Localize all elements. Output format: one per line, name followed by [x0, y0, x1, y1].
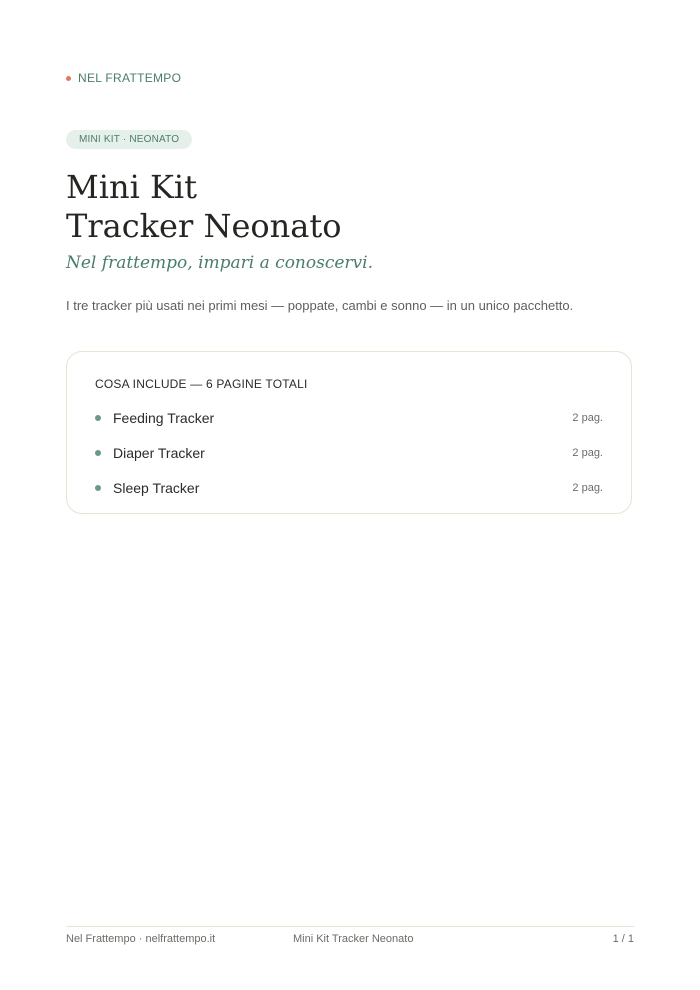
page-subtitle: Nel frattempo, impari a conoscervi. — [66, 253, 373, 273]
footer-divider — [66, 926, 634, 927]
kit-badge: MINI KIT · NEONATO — [66, 130, 192, 149]
title-line-1: Mini Kit — [66, 168, 198, 206]
include-item-pages: 2 pag. — [572, 412, 603, 424]
brand-dot-icon — [66, 76, 71, 81]
include-item-sleep — [95, 478, 603, 498]
bullet-dot-icon — [95, 450, 101, 456]
include-item-name: Sleep Tracker — [113, 480, 200, 496]
page-description: I tre tracker più usati nei primi mesi — poppate, cambi e sonno — in un unico pacchetto. — [66, 298, 574, 313]
include-item-name: Diaper Tracker — [113, 445, 205, 461]
footer-page-number: 1 / 1 — [612, 933, 634, 945]
include-item-feeding — [95, 408, 603, 428]
brand-name: NEL FRATTEMPO — [78, 71, 182, 85]
footer-document-title: Mini Kit Tracker Neonato — [293, 933, 414, 945]
include-item-pages: 2 pag. — [572, 482, 603, 494]
page-title — [66, 168, 341, 246]
includes-card — [66, 351, 632, 514]
footer-brand: Nel Frattempo · nelfrattempo.it — [66, 933, 216, 945]
brand — [66, 71, 181, 85]
includes-heading: COSA INCLUDE — 6 PAGINE TOTALI — [95, 377, 308, 391]
title-line-2: Tracker Neonato — [66, 207, 342, 245]
include-item-diaper — [95, 443, 603, 463]
bullet-dot-icon — [95, 415, 101, 421]
include-item-pages: 2 pag. — [572, 447, 603, 459]
bullet-dot-icon — [95, 485, 101, 491]
include-item-name: Feeding Tracker — [113, 410, 215, 426]
